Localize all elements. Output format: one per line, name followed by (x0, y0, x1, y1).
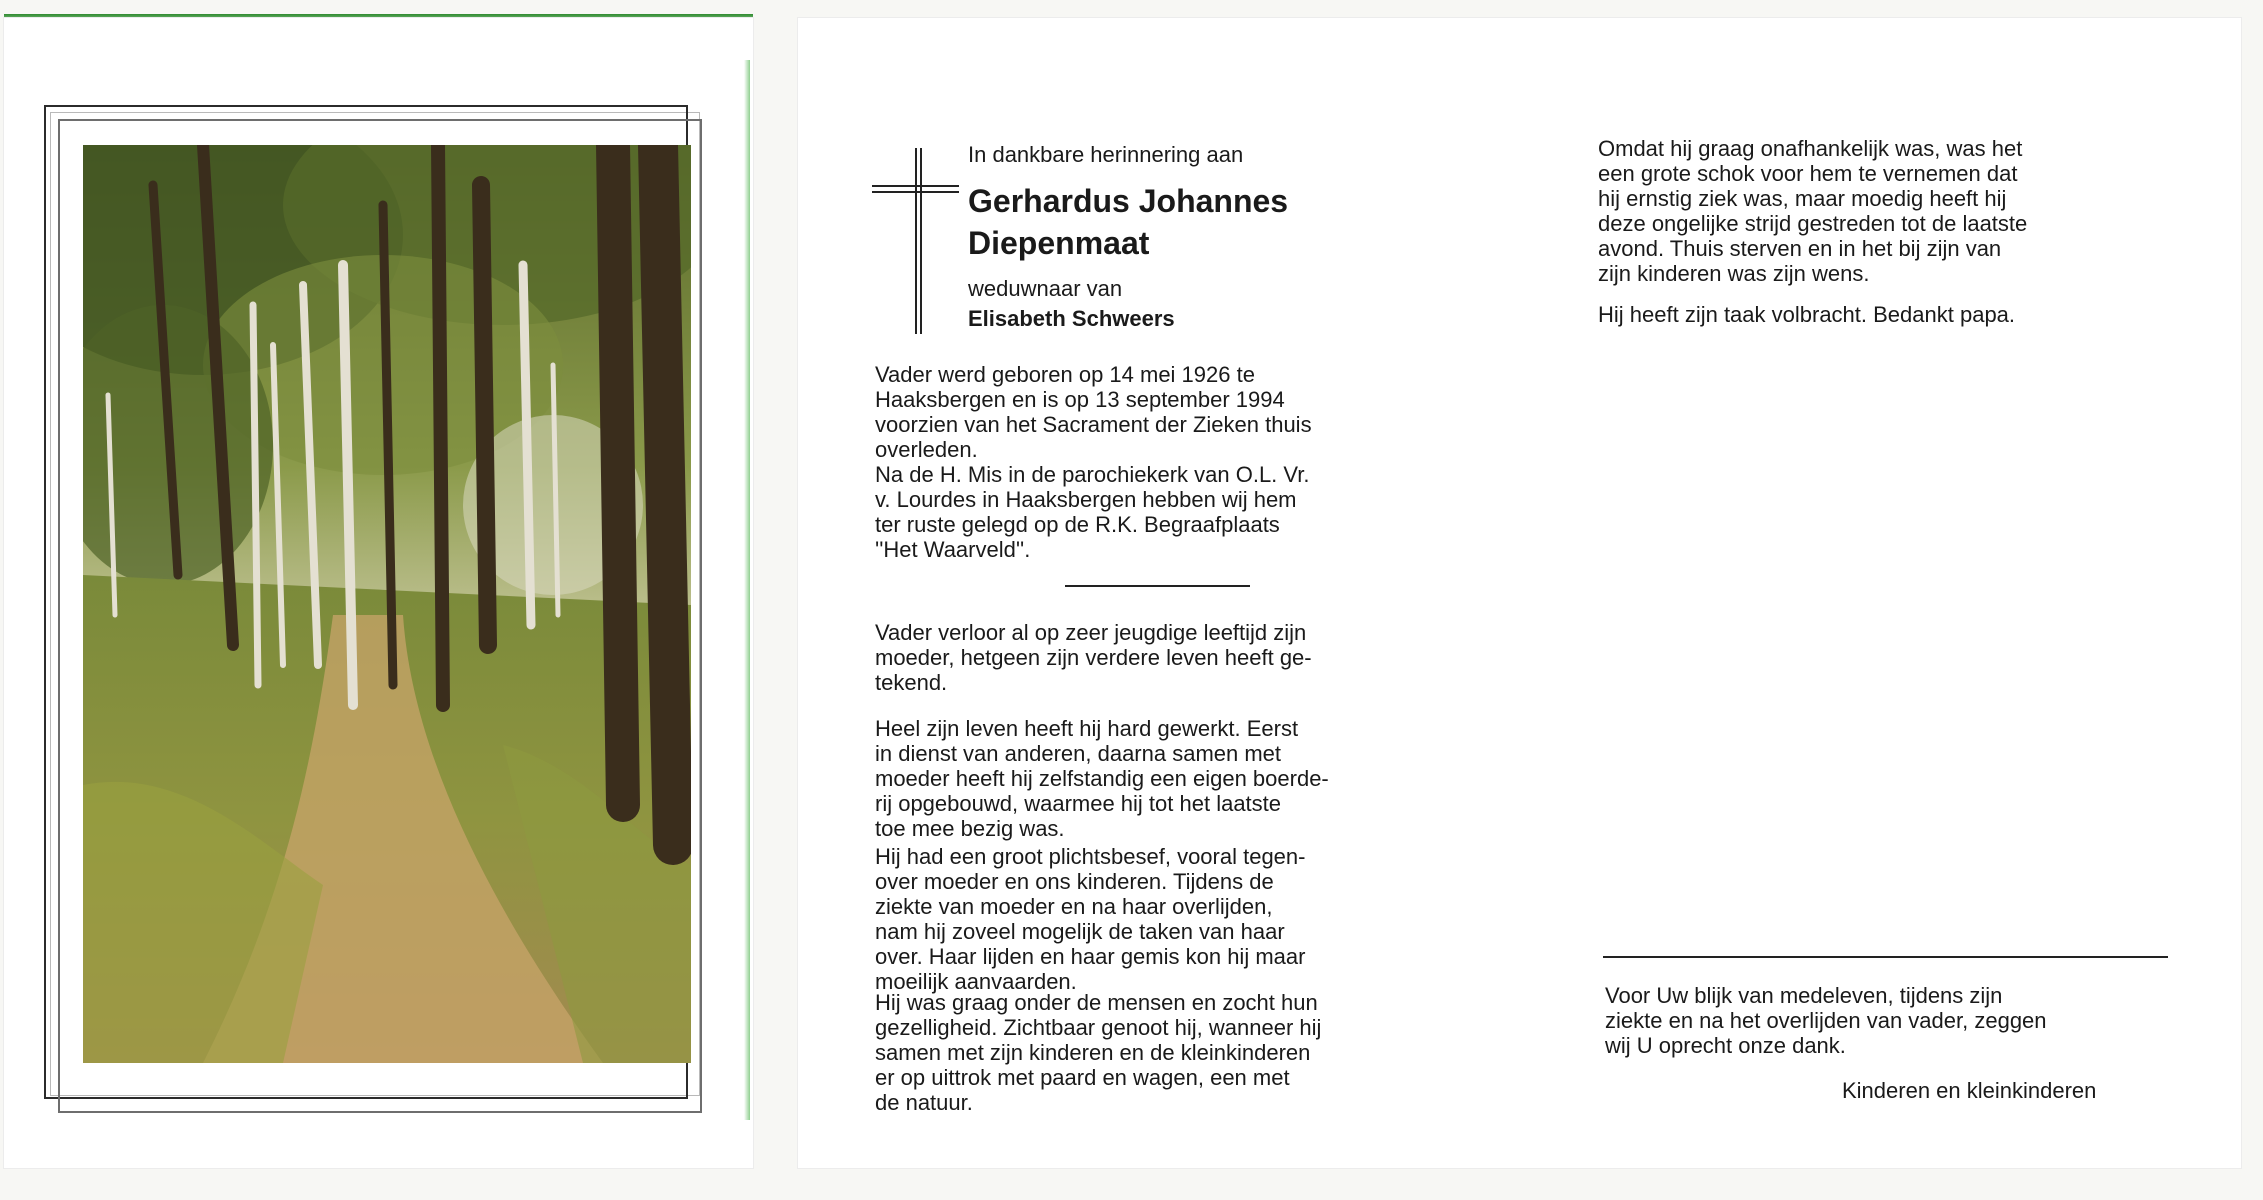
text-line: Heel zijn leven heeft hij hard gewerkt. Eerst (875, 716, 1299, 741)
text-line: overleden. (875, 437, 978, 462)
text-line: gezelligheid. Zichtbaar genoot hij, wanneer hij (875, 1015, 1322, 1040)
cross-icon-vertical-2 (920, 148, 922, 334)
spouse-name: Elisabeth Schweers (968, 306, 1175, 331)
text-line: Voor Uw blijk van medeleven, tijdens zijn (1605, 983, 2003, 1008)
deceased-name-line2: Diepenmaat (968, 225, 1150, 261)
text-line: Hij had een groot plichtsbesef, vooral tegen- (875, 844, 1306, 869)
text-line: hij ernstig ziek was, maar moedig heeft hij (1598, 186, 2007, 211)
text-line: zijn kinderen was zijn wens. (1598, 261, 1870, 286)
widower-text: weduwnaar van (968, 276, 1123, 301)
forest-path-photo (83, 145, 691, 1063)
text-line: tekend. (875, 670, 948, 695)
text-line: ter ruste gelegd op de R.K. Begraafplaats (875, 512, 1280, 537)
deceased-name-line1: Gerhardus Johannes (968, 183, 1289, 219)
text-line: Vader verloor al op zeer jeugdige leeftijd zijn (875, 620, 1307, 645)
text-line: Vader werd geboren op 14 mei 1926 te (875, 362, 1255, 387)
text-line: ''Het Waarveld''. (875, 537, 1031, 562)
text-line: moeder, hetgeen zijn verdere leven heeft ge- (875, 645, 1312, 670)
text-line: ziekte van moeder en na haar overlijden, (875, 894, 1273, 919)
text-line: voorzien van het Sacrament der Zieken thuis (875, 412, 1312, 437)
text-line: rij opgebouwd, waarmee hij tot het laatste (875, 791, 1282, 816)
text-line: moeder heeft hij zelfstandig een eigen boerde- (875, 766, 1329, 791)
text-line: deze ongelijke strijd gestreden tot de laatste (1598, 211, 2028, 236)
paragraph-youth (875, 620, 1440, 695)
text-line: in dienst van anderen, daarna samen met (875, 741, 1282, 766)
text-line: wij U oprecht onze dank. (1605, 1033, 1846, 1058)
divider-short (1065, 585, 1250, 587)
text-line: moeilijk aanvaarden. (875, 969, 1077, 994)
signature: Kinderen en kleinkinderen (1842, 1078, 2097, 1103)
paragraph-duty (875, 844, 1440, 994)
cross-icon-horizontal (872, 185, 959, 187)
text-line: Haaksbergen en is op 13 september 1994 (875, 387, 1285, 412)
cross-icon-horizontal-2 (872, 191, 959, 193)
divider-long (1603, 956, 2168, 958)
text-line: over moeder en ons kinderen. Tijdens de (875, 869, 1274, 894)
text-line: een grote schok voor hem te vernemen dat (1598, 161, 2018, 186)
paragraph-birth-death (875, 362, 1440, 562)
paragraph-illness (1598, 136, 2160, 286)
text-line: Omdat hij graag onafhankelijk was, was het (1598, 136, 2023, 161)
text-line: avond. Thuis sterven en in het bij zijn van (1598, 236, 2002, 261)
paragraph-thanks (1605, 983, 2167, 1058)
text-line: nam hij zoveel mogelijk de taken van haar (875, 919, 1285, 944)
text-line: over. Haar lijden en haar gemis kon hij maar (875, 944, 1306, 969)
text-line: er op uittrok met paard en wagen, een met (875, 1065, 1290, 1090)
text-line: de natuur. (875, 1090, 973, 1115)
cross-icon-vertical (915, 148, 917, 334)
text-line: samen met zijn kinderen en de kleinkinderen (875, 1040, 1311, 1065)
text-line: ziekte en na het overlijden van vader, zeggen (1605, 1008, 2047, 1033)
text-line: v. Lourdes in Haaksbergen hebben wij hem (875, 487, 1297, 512)
closing-line: Hij heeft zijn taak volbracht. Bedankt papa. (1598, 302, 2016, 327)
paragraph-social (875, 990, 1440, 1115)
paragraph-work (875, 716, 1440, 841)
text-line: Hij was graag onder de mensen en zocht hun (875, 990, 1318, 1015)
intro-text: In dankbare herinnering aan (968, 142, 1244, 167)
text-line: Na de H. Mis in de parochiekerk van O.L. Vr. (875, 462, 1310, 487)
text-line: toe mee bezig was. (875, 816, 1065, 841)
card-left-side-edge (744, 60, 750, 1120)
